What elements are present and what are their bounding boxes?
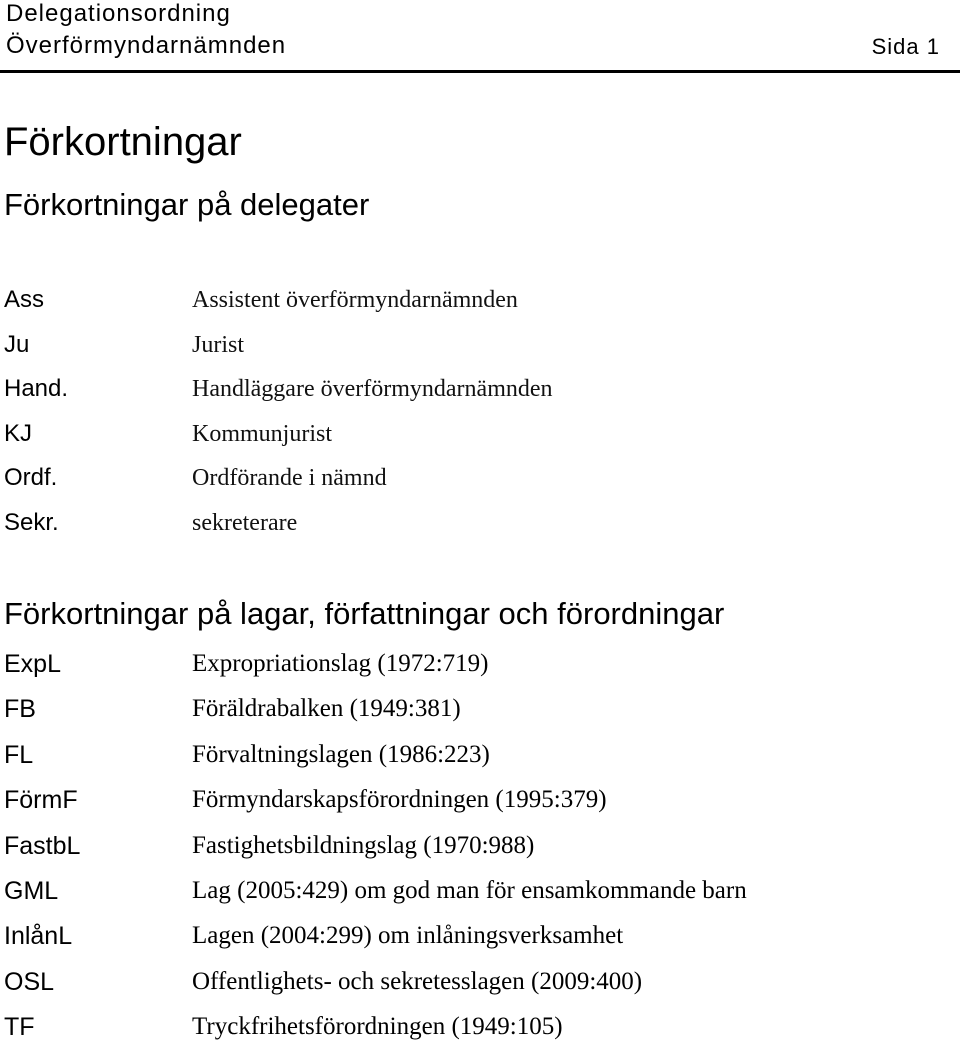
abbreviation-code: Sekr. [4,508,59,536]
delegates-abbreviation-list [0,280,960,547]
list-item [0,280,960,325]
delegates-heading: Förkortningar på delegater [4,187,370,222]
abbreviation-meaning: Jurist [192,331,245,358]
organization-name: Överförmyndarnämnden [6,32,287,59]
list-item [0,1007,960,1052]
abbreviation-meaning: Kommunjurist [192,420,333,447]
list-item [0,735,960,780]
list-item [0,503,960,548]
abbreviation-code: Ordf. [4,464,58,491]
list-item [0,689,960,734]
list-item [0,962,960,1007]
abbreviation-code: ExpL [4,650,61,678]
abbreviation-code: Hand. [4,375,69,402]
abbreviation-meaning: Föräldrabalken (1949:381) [192,695,461,723]
abbreviation-meaning: Förmyndarskapsförordningen (1995:379) [192,786,607,814]
laws-heading: Förkortningar på lagar, författningar och förordningar [4,596,725,631]
abbreviation-meaning: Fastighetsbildningslag (1970:988) [192,831,535,859]
list-item [0,780,960,825]
list-item [0,414,960,459]
abbreviation-code: OSL [4,967,55,996]
abbreviation-code: FörmF [4,786,78,815]
abbreviation-code: FL [4,740,34,769]
list-item [0,369,960,414]
laws-abbreviation-list [0,644,960,1053]
list-item [0,325,960,370]
abbreviation-code: InlånL [4,922,73,951]
list-item [0,458,960,503]
page-title: Förkortningar [4,120,242,164]
abbreviation-meaning: Förvaltningslagen (1986:223) [192,740,490,768]
abbreviation-code: Ju [4,330,30,358]
page-number: Sida 1 [871,34,940,59]
list-item [0,644,960,689]
abbreviation-code: KJ [4,419,33,447]
abbreviation-meaning: Lag (2005:429) om god man för ensamkommande barn [192,876,747,904]
abbreviation-meaning: Handläggare överförmyndarnämnden [192,376,553,402]
header-divider [0,70,960,73]
document-title: Delegationsordning [6,0,231,27]
abbreviation-meaning: Offentlighets- och sekretesslagen (2009:400) [192,967,643,995]
abbreviation-code: TF [4,1013,35,1042]
abbreviation-code: FastbL [4,831,81,860]
abbreviation-meaning: sekreterare [192,509,298,536]
list-item [0,826,960,871]
abbreviation-meaning: Ordförande i nämnd [192,465,387,491]
abbreviation-meaning: Expropriationslag (1972:719) [192,650,489,677]
abbreviation-code: FB [4,695,36,724]
abbreviation-code: Ass [4,286,45,313]
abbreviation-meaning: Tryckfrihetsförordningen (1949:105) [192,1013,563,1041]
list-item [0,871,960,916]
abbreviation-meaning: Assistent överförmyndarnämnden [192,287,518,313]
abbreviation-meaning: Lagen (2004:299) om inlåningsverksamhet [192,922,624,950]
list-item [0,916,960,961]
abbreviation-code: GML [4,876,59,905]
